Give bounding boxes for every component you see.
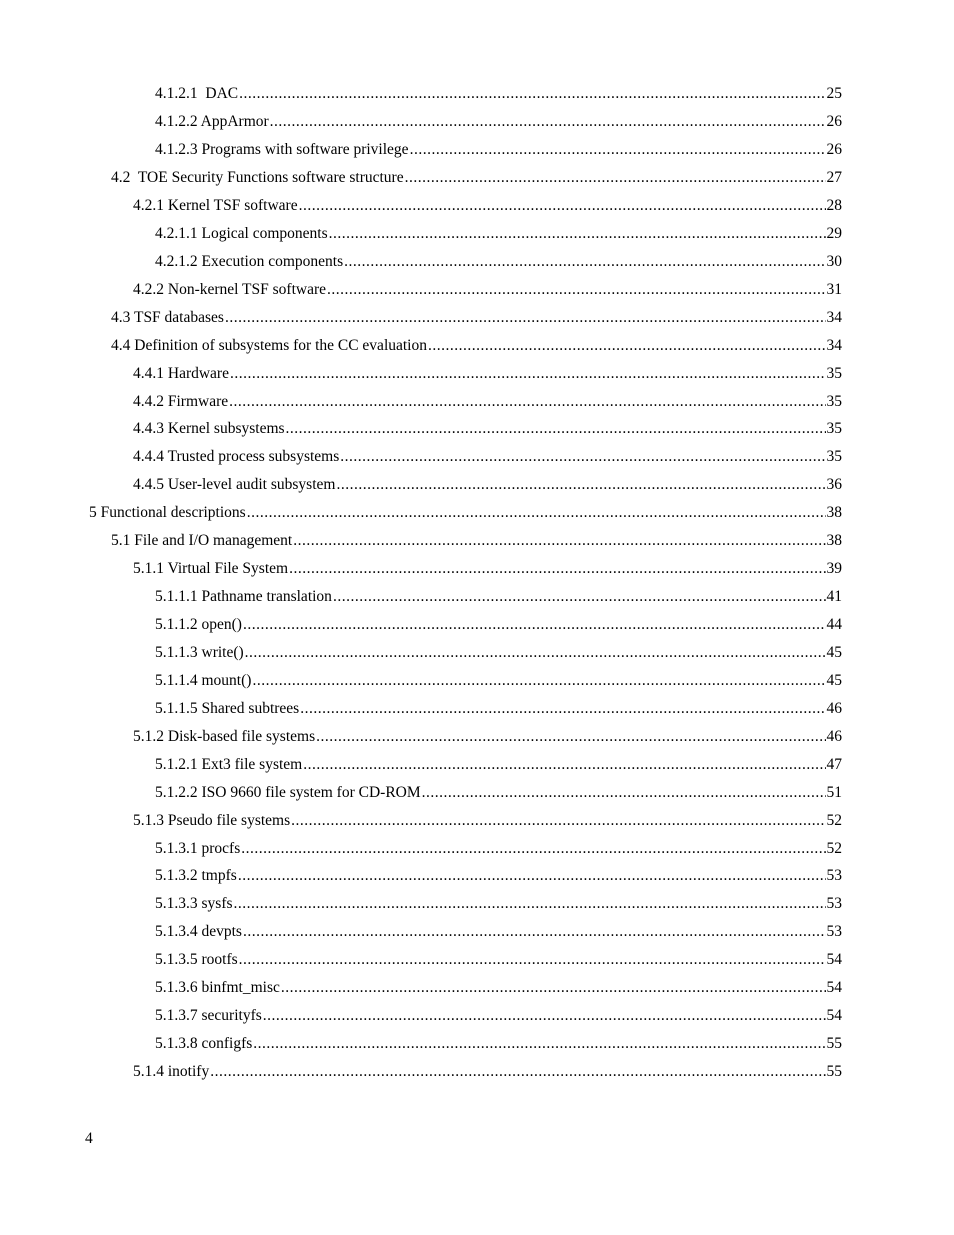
toc-entry-page: 28 — [826, 196, 842, 214]
toc-entry-page: 38 — [826, 504, 842, 522]
toc-dot-leader — [340, 449, 825, 465]
toc-entry-title: 5.1.1.4 mount() — [155, 671, 252, 689]
toc-entry-title: 5.1.3.7 securityfs — [155, 1007, 262, 1025]
toc-dot-leader — [410, 142, 826, 158]
toc-entry[interactable] — [0, 108, 954, 136]
toc-entry[interactable] — [0, 276, 954, 304]
toc-entry[interactable] — [0, 331, 954, 359]
toc-dot-leader — [428, 338, 826, 354]
toc-dot-leader — [234, 896, 826, 912]
toc-entry-page: 53 — [826, 895, 842, 913]
toc-entry-page: 51 — [826, 783, 842, 801]
toc-entry[interactable] — [0, 1030, 954, 1058]
toc-entry[interactable] — [0, 359, 954, 387]
toc-entry-title: 5.1.1.3 write() — [155, 643, 244, 661]
toc-entry-page: 35 — [826, 448, 842, 466]
toc-entry-title: 5.1.2.2 ISO 9660 file system for CD-ROM — [155, 783, 421, 801]
toc-entry-page: 53 — [826, 867, 842, 885]
toc-dot-leader — [329, 226, 826, 242]
toc-entry[interactable] — [0, 862, 954, 890]
toc-entry-page: 27 — [826, 169, 842, 187]
toc-entry-page: 26 — [826, 113, 842, 131]
toc-entry[interactable] — [0, 667, 954, 695]
toc-entry-page: 36 — [826, 476, 842, 494]
toc-entry-title: 5.1.3.6 binfmt_misc — [155, 979, 280, 997]
toc-entry-title: 5.1.1.5 Shared subtrees — [155, 699, 300, 717]
toc-entry-title: 5.1 File and I/O management — [111, 532, 293, 550]
toc-entry[interactable] — [0, 443, 954, 471]
toc-entry[interactable] — [0, 946, 954, 974]
toc-entry-title: 5.1.1 Virtual File System — [133, 560, 289, 578]
toc-entry-title: 4.4.2 Firmware — [133, 392, 229, 410]
toc-entry-page: 44 — [826, 616, 842, 634]
toc-entry-page: 41 — [826, 588, 842, 606]
toc-entry-title: 5.1.3.5 rootfs — [155, 951, 238, 969]
toc-dot-leader — [286, 421, 826, 437]
toc-dot-leader — [327, 282, 825, 298]
toc-entry[interactable] — [0, 1058, 954, 1086]
toc-entry[interactable] — [0, 248, 954, 276]
toc-entry-page: 54 — [826, 951, 842, 969]
page-number: 4 — [85, 1130, 93, 1147]
toc-entry[interactable] — [0, 527, 954, 555]
toc-entry[interactable] — [0, 471, 954, 499]
toc-entry[interactable] — [0, 918, 954, 946]
toc-entry-page: 52 — [826, 811, 842, 829]
toc-entry-title: 4.4 Definition of subsystems for the CC evaluation — [111, 336, 427, 354]
toc-dot-leader — [281, 980, 826, 996]
toc-entry-title: 5.1.3 Pseudo file systems — [133, 811, 291, 829]
toc-entry-page: 54 — [826, 1007, 842, 1025]
toc-entry-title: 4.4.1 Hardware — [133, 364, 229, 382]
toc-entry[interactable] — [0, 806, 954, 834]
toc-entry-page: 30 — [826, 252, 842, 270]
toc-entry-title: 4.1.2.3 Programs with software privilege — [155, 141, 409, 159]
toc-entry-page: 46 — [826, 699, 842, 717]
toc-dot-leader — [344, 254, 825, 270]
toc-dot-leader — [300, 701, 825, 717]
toc-dot-leader — [316, 729, 825, 745]
toc-dot-leader — [243, 617, 826, 633]
toc-dot-leader — [241, 841, 825, 857]
toc-entry-title: 5.1.4 inotify — [133, 1063, 210, 1081]
toc-entry-page: 35 — [826, 420, 842, 438]
toc-entry-title: 4.1.2.1 DAC — [155, 85, 239, 103]
toc-entry-page: 39 — [826, 560, 842, 578]
toc-entry-title: 5.1.1.1 Pathname translation — [155, 588, 332, 606]
toc-entry-title: 4.2.1.2 Execution components — [155, 252, 344, 270]
toc-entry-page: 38 — [826, 532, 842, 550]
toc-dot-leader — [422, 785, 826, 801]
toc-entry[interactable] — [0, 80, 954, 108]
toc-dot-leader — [263, 1008, 826, 1024]
toc-entry[interactable] — [0, 415, 954, 443]
toc-dot-leader — [230, 366, 826, 382]
toc-entry[interactable] — [0, 751, 954, 779]
toc-dot-leader — [336, 477, 825, 493]
toc-entry-page: 54 — [826, 979, 842, 997]
toc-entry-page: 52 — [826, 839, 842, 857]
toc-entry-page: 35 — [826, 392, 842, 410]
toc-entry[interactable] — [0, 499, 954, 527]
toc-dot-leader — [405, 170, 826, 186]
toc-entry[interactable] — [0, 164, 954, 192]
toc-entry-title: 5.1.2.1 Ext3 file system — [155, 755, 303, 773]
toc-entry-title: 4.1.2.2 AppArmor — [155, 113, 269, 131]
toc-entry[interactable] — [0, 192, 954, 220]
toc-dot-leader — [238, 868, 826, 884]
toc-entry-page: 29 — [826, 224, 842, 242]
toc-dot-leader — [239, 952, 826, 968]
toc-entry[interactable] — [0, 220, 954, 248]
toc-entry-title: 5.1.1.2 open() — [155, 616, 242, 634]
toc-entry[interactable] — [0, 583, 954, 611]
toc-entry-title: 5.1.3.2 tmpfs — [155, 867, 237, 885]
toc-entry-title: 4.4.4 Trusted process subsystems — [133, 448, 340, 466]
toc-entry-page: 55 — [826, 1063, 842, 1081]
toc-entry[interactable] — [0, 695, 954, 723]
toc-entry[interactable] — [0, 387, 954, 415]
toc-entry-page: 34 — [826, 308, 842, 326]
toc-dot-leader — [293, 533, 825, 549]
toc-dot-leader — [243, 924, 826, 940]
toc-entry-title: 5.1.2 Disk-based file systems — [133, 727, 316, 745]
toc-entry-title: 4.4.3 Kernel subsystems — [133, 420, 285, 438]
toc-entry-page: 35 — [826, 364, 842, 382]
toc-dot-leader — [291, 813, 825, 829]
toc-entry-title: 5.1.3.4 devpts — [155, 923, 242, 941]
toc-entry-page: 53 — [826, 923, 842, 941]
toc-entry-page: 34 — [826, 336, 842, 354]
toc-dot-leader — [245, 645, 826, 661]
toc-entry[interactable] — [0, 304, 954, 332]
toc-entry[interactable] — [0, 611, 954, 639]
toc-dot-leader — [270, 114, 826, 130]
toc-entry-title: 4.2.1.1 Logical components — [155, 224, 328, 242]
toc-dot-leader — [239, 86, 825, 102]
toc-dot-leader — [225, 310, 826, 326]
toc-entry[interactable] — [0, 723, 954, 751]
toc-dot-leader — [253, 1036, 825, 1052]
toc-entry[interactable] — [0, 555, 954, 583]
toc-entry[interactable] — [0, 1002, 954, 1030]
toc-entry-page: 47 — [826, 755, 842, 773]
toc-entry-page: 45 — [826, 671, 842, 689]
toc-entry[interactable] — [0, 890, 954, 918]
toc-dot-leader — [299, 198, 826, 214]
toc-dot-leader — [333, 589, 826, 605]
toc-dot-leader — [252, 673, 825, 689]
table-of-contents — [0, 80, 954, 1086]
toc-dot-leader — [289, 561, 825, 577]
toc-entry-title: 5.1.3.1 procfs — [155, 839, 241, 857]
toc-entry-page: 25 — [826, 85, 842, 103]
toc-dot-leader — [210, 1064, 825, 1080]
toc-entry-title: 4.3 TSF databases — [111, 308, 224, 326]
toc-entry-page: 45 — [826, 643, 842, 661]
toc-entry[interactable] — [0, 778, 954, 806]
toc-entry-title: 4.2.1 Kernel TSF software — [133, 196, 298, 214]
toc-entry[interactable] — [0, 136, 954, 164]
toc-dot-leader — [247, 505, 826, 521]
toc-dot-leader — [303, 757, 825, 773]
toc-entry-title: 5.1.3.8 configfs — [155, 1035, 253, 1053]
toc-entry[interactable] — [0, 974, 954, 1002]
toc-entry[interactable] — [0, 639, 954, 667]
toc-entry-page: 31 — [826, 280, 842, 298]
toc-entry-page: 46 — [826, 727, 842, 745]
toc-entry-title: 4.4.5 User-level audit subsystem — [133, 476, 336, 494]
toc-entry-title: 4.2 TOE Security Functions software structure — [111, 169, 404, 187]
toc-entry-page: 26 — [826, 141, 842, 159]
toc-entry-title: 5.1.3.3 sysfs — [155, 895, 233, 913]
toc-entry-page: 55 — [826, 1035, 842, 1053]
toc-entry-title: 4.2.2 Non-kernel TSF software — [133, 280, 327, 298]
toc-entry-title: 5 Functional descriptions — [89, 504, 246, 522]
toc-dot-leader — [229, 394, 825, 410]
toc-entry[interactable] — [0, 834, 954, 862]
